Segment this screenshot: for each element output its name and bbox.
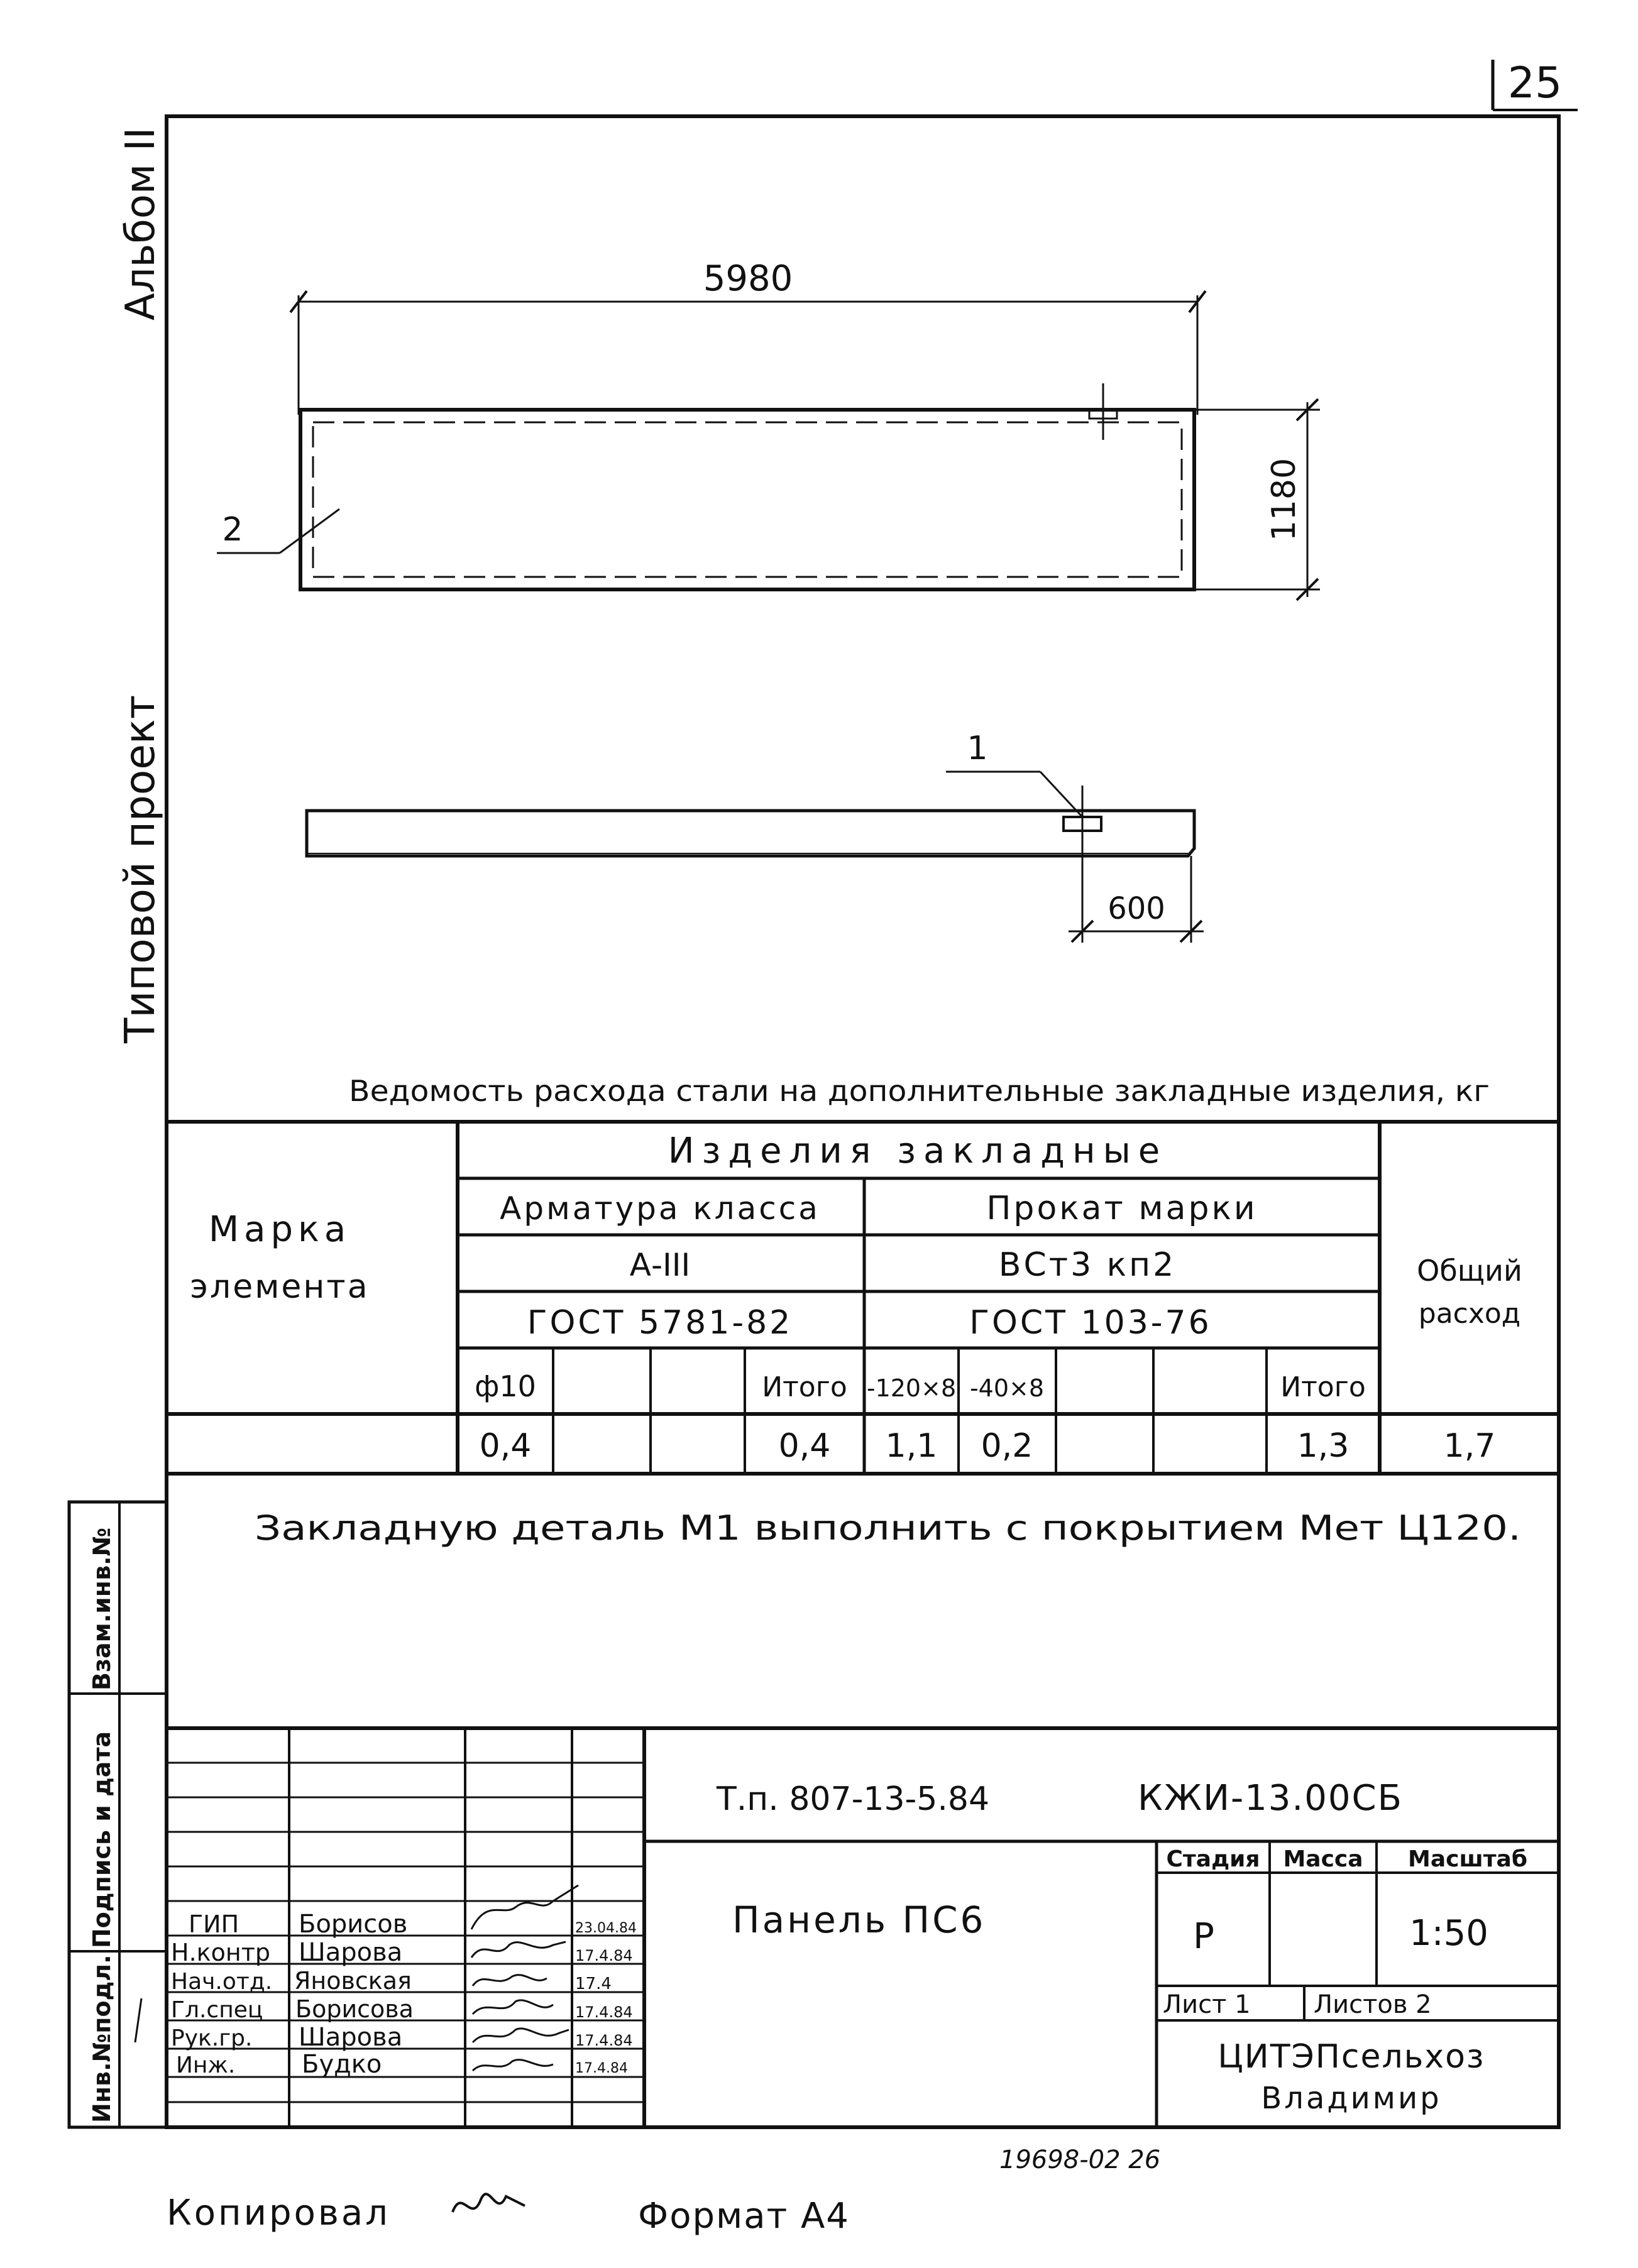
name: Шарова xyxy=(299,2023,403,2052)
value-cell: 1,1 xyxy=(885,1427,938,1465)
signature-row xyxy=(176,2050,628,2079)
binding-strip xyxy=(69,1502,167,2127)
handwritten-signatures xyxy=(471,1885,578,2071)
rolled-gost: ГОСТ 103-76 xyxy=(969,1304,1212,1342)
steel-table xyxy=(167,1122,1559,1474)
value-cell: 1,3 xyxy=(1297,1427,1349,1465)
rolled-grade: ВСт3 кп2 xyxy=(998,1246,1177,1284)
panel-reinforcement-dashed xyxy=(313,422,1182,577)
total-header-2: расход xyxy=(1418,1298,1521,1330)
date: 17.4.84 xyxy=(575,2003,633,2021)
date: 17.4.84 xyxy=(575,1947,633,1964)
col-header: ф10 xyxy=(475,1369,536,1403)
role: ГИП xyxy=(189,1910,239,1938)
rebar-header: Арматура класса xyxy=(500,1190,820,1227)
value-cell: 0,4 xyxy=(778,1427,831,1465)
col-header: -120×8 xyxy=(866,1374,957,1402)
project-code: Т.п. 807-13-5.84 xyxy=(717,1780,990,1818)
album-label: Альбом II xyxy=(118,127,164,320)
grand-total: 1,7 xyxy=(1443,1427,1496,1465)
panel-outline xyxy=(300,410,1194,589)
strip-podpis-label: Подпись и дата xyxy=(88,1731,116,1948)
panel-plan-view xyxy=(217,258,1320,600)
page-number-box xyxy=(1493,58,1578,110)
mark-header-2: элемента xyxy=(190,1268,370,1306)
role: Инж. xyxy=(176,2052,236,2078)
archive-number: 19698-02 26 xyxy=(999,2145,1161,2174)
name: Яновская xyxy=(294,1967,412,1995)
scale-value: 1:50 xyxy=(1409,1913,1488,1954)
project-label: Типовой проект xyxy=(116,694,164,1043)
item-name: Панель ПС6 xyxy=(732,1898,986,1941)
rebar-class: А-III xyxy=(629,1247,691,1283)
mass-header: Масса xyxy=(1283,1846,1363,1872)
date: 23.04.84 xyxy=(575,1920,637,1936)
col-header: Итого xyxy=(762,1371,847,1403)
strip-vzam-label: Взам.инв.№ xyxy=(88,1527,116,1690)
steel-table-title: Ведомость расхода стали на дополнительные закладные изделия, кг xyxy=(349,1074,1490,1108)
col-header: -40×8 xyxy=(969,1374,1045,1402)
role: Нач.отд. xyxy=(171,1969,273,1995)
signature-row xyxy=(189,1910,637,1939)
group-header: Изделия закладные xyxy=(668,1131,1168,1171)
role: Н.контр xyxy=(171,1939,270,1966)
org-name: ЦИТЭПсельхоз xyxy=(1218,2038,1485,2076)
rebar-gost: ГОСТ 5781-82 xyxy=(527,1304,793,1342)
column-headers xyxy=(475,1369,1366,1403)
signature-row xyxy=(171,1995,633,2023)
name: Шарова xyxy=(299,1938,403,1967)
stage-header: Стадия xyxy=(1166,1846,1260,1872)
date: 17.4 xyxy=(575,1975,612,1993)
total-header-1: Общий xyxy=(1417,1254,1522,1288)
stage-value: Р xyxy=(1193,1916,1214,1957)
format-label: Формат А4 xyxy=(638,2196,850,2237)
date: 17.4.84 xyxy=(575,2032,633,2049)
document-code: КЖИ-13.00СБ xyxy=(1138,1778,1404,1819)
coating-note: Закладную деталь М1 выполнить с покрытием Мет Ц120. xyxy=(255,1508,1521,1548)
date: 17.4.84 xyxy=(575,2061,628,2076)
col-header: Итого xyxy=(1280,1371,1366,1403)
callout-1: 1 xyxy=(967,730,988,767)
offset-dimension: 600 xyxy=(1108,891,1165,926)
copier-signature xyxy=(453,2194,525,2212)
role: Рук.гр. xyxy=(171,2025,253,2051)
name: Борисов xyxy=(299,1910,408,1939)
rolled-header: Прокат марки xyxy=(986,1190,1258,1227)
sheets-label: Листов 2 xyxy=(1314,1990,1432,2019)
strip-inv-label: Инв.№подл. xyxy=(88,1954,116,2123)
name: Борисова xyxy=(295,1995,414,2023)
name: Будко xyxy=(302,2050,382,2079)
scale-header: Масштаб xyxy=(1408,1846,1527,1872)
sheet-label: Лист 1 xyxy=(1163,1990,1251,2019)
value-cell: 0,2 xyxy=(981,1427,1033,1465)
width-dimension: 1180 xyxy=(1265,457,1303,542)
value-row xyxy=(480,1427,1496,1465)
signature-row xyxy=(171,2023,633,2052)
panel-side-view xyxy=(307,730,1204,943)
length-dimension: 5980 xyxy=(703,258,793,299)
page-number: 25 xyxy=(1507,58,1563,108)
role: Гл.спец xyxy=(171,1997,263,2023)
callout-2: 2 xyxy=(222,511,243,549)
mark-header-1: Марка xyxy=(208,1209,351,1250)
org-city: Владимир xyxy=(1261,2081,1442,2116)
signature-row xyxy=(171,1967,612,1995)
value-cell: 0,4 xyxy=(479,1427,532,1465)
copied-label: Копировал xyxy=(167,2193,390,2233)
